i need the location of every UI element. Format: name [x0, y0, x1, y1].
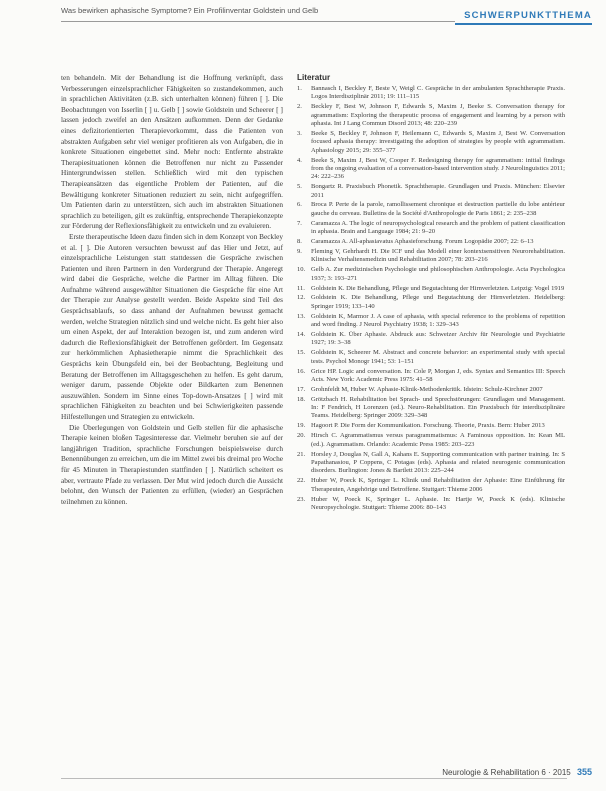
reference-item — [297, 248, 565, 265]
reference-item — [297, 386, 565, 394]
reference-text: Beeke S, Beckley F, Johnson F, Heilemann C, Edwards S, Maxim J, Best W. Conversation focused aphasia therapy: investigating the adoption of strategies by people with agrammatism. Aphasiology 2015; 29: 355–377 — [311, 129, 565, 154]
reference-item — [297, 477, 565, 494]
reference-item — [297, 349, 565, 366]
reference-text: Caramazza A. The logic of neuropsychological research and the problem of patient classification in aphasia. Brain and Language 1984; 21: 9–20 — [311, 219, 565, 236]
reference-number: 4. — [297, 156, 302, 164]
reference-text: Caramazza A. All-aphasiavatus Aphasieforschung. Forum Logopädie 2007; 22: 6–13 — [311, 238, 534, 245]
reference-item — [297, 238, 565, 246]
journal-name: Neurologie & Rehabilitation 6 · 2015 — [442, 768, 571, 777]
reference-text: Goldstein K, Marmor J. A case of aphasia, with special reference to the problems of repetition and word finding. J Neurol Psychiatry 1938; 1: 329–343 — [311, 312, 565, 329]
reference-text: Huber W, Poeck K, Springer L. Klinik und Rehabilitation der Aphasie: Eine Einführung für Therapeuten, Angehörige und Betroffene. Stuttgart: Thieme 2006 — [311, 477, 565, 493]
reference-item — [297, 331, 565, 348]
references-column — [297, 73, 565, 514]
reference-text: Huber W, Poeck K, Springer L. Aphasie. In: Hartje W, Poeck K (eds). Klinische Neuropsychologie. Stuttgart: Thieme 2006: 80–143 — [311, 495, 565, 511]
reference-item — [297, 130, 565, 155]
reference-text: Fleming V, Gehrhardt H. Die ICF und das Modell einer kontextsensitiven Neurorehabilitation. Klinische Verhaltensmedizin und Rehabilitation 2007; 78: 203–216 — [311, 247, 565, 264]
page-footer — [442, 767, 592, 777]
reference-item — [297, 396, 565, 421]
reference-text: Gelb A. Zur medizinischen Psychologie und philosophischen Anthropologie. Acta Psychologica 1937; 3: 193–271 — [311, 266, 565, 282]
reference-item — [297, 368, 565, 385]
body-paragraph: Die Überlegungen von Goldstein und Gelb stellen für die aphasische Therapie keinen bloßen Tagesinteresse dar. Vielmehr beruhen sie auf der langjährigen Tradition, sprachliche Forschungen beispielsweise durch Benennübungen zu erreichen, um die im Mittel zwei bis dreimal pro Woche für 45 Minuten in Therapiestunden stattfinden [ ]. Natürlich scheitert es aber, vertraute Pfade zu verlassen. Der Mut wird jedoch durch die Aussicht belohnt, den Wunsch der Patienten zu erfüllen, (wieder) an Gesprächen teilnehmen zu können. — [61, 422, 283, 506]
reference-text: Grohnfeldt M, Huber W. Aphasie-Klinik-Methodenkritik. Idstein: Schulz-Kirchner 2007 — [311, 385, 543, 393]
reference-number: 1. — [297, 85, 302, 92]
body-paragraph: ten behandeln. Mit der Behandlung ist die Hoffnung verknüpft, dass Verbesserungen einzelsprachlicher Fähigkeiten so zustandekommen, auch in sprachlichen Aktivitäten (z.B. sich unterhalten können) führen [ ]. Die Beobachtungen von Isserlin [ ] u. Gelb [ ] sowie Goldstein und Scheerer [ ] lassen jedoch zweifel an den Ansätzen aufkommen. Denn der Gedanke eines defizitorientierten Therapievorkommt, dass die Patienten von abstrakten Aufgaben sehr viel weniger profitieren als von Aufgaben, die in konkrete Situationen eingebettet sind. Mehr noch: Entfernte abstrakte Therapiesituationen können die Betroffenen nur nicht zu Passender Hintergrundwissen stellen. Schließlich wird mit den typischen Therapieansätzen das eigentliche Problem der Patienten, auf die Bewältigung konkreter Situationen reduziert zu sein, nicht aufgegriffen. Um Patienten darin zu unterstützen, sich auch im abstrakten Situationen sprachlich zu beteiligen, gilt es zukünftig, entsprechende Therapiekonzepte zur Förderung der Reflexionsfähigkeit zu entwickeln und zu evaluieren. — [61, 73, 283, 231]
reference-number: 10. — [297, 266, 306, 274]
reference-number: 18. — [297, 395, 306, 403]
reference-text: Horsley J, Douglas N, Gall A, Kahans E. Supporting communication with partner training. In: S Papathanasiou, P Coppens, C Potagas (eds). Aphasia and related neurogenic communication disorders. Burlington: Jones & Bartlett 2013: 225–244 — [311, 450, 565, 475]
body-text-column — [61, 73, 283, 507]
reference-number: 15. — [297, 349, 306, 357]
running-head: Was bewirken aphasische Symptome? Ein Profilinventar Goldstein und Gelb — [61, 6, 319, 15]
body-paragraph: Erste therapeutische Ideen dazu finden sich in dem Konzept von Beckley et al. [ ]. Die Autoren versuchten bewusst auf das Hier und Jetzt, auf einzelsprachliche Leistungen statt stattdessen die Gespräche zwischen Patienten und ihren Partnern in den Vordergrund der Therapie. Angeregt wird dabei die Gespräche, welche die Partner im Alltag führen. Die Aufnahme während ausgewählter Situationen die Gespräche für eine Art der Therapie zur Analyse gestellt werden. Beide Aspekte sind Teil des Gesprächsablaufs, so dass anhand der Aufnahmen bewusst gemacht werden, welche Strategien nützlich sind und welche nicht. Es geht hier also um einen Aspekt, der auf Interaktion bezogen ist, und zum anderen wird dadurch die Reflexionsfähigkeit der Betroffenen gefördert. Im Gegensatz zur herkömmlichen Aphasietherapie nimmt die Sprachlichkeit des Gesprächs kein Übungsfeld ein, bei der Beobachtung, Begleitung und Beratung der Betroffenen im Alltagsgeschehen zu helfen. Es geht darum, weniger darum, passende Objekte oder Bildkarten zum Benennen auszuwählen. Sondern im Sinne eines Top-down-Ansatzes [ ] wird mit sprachlichen Fähigkeiten zu beachten und bei Schwierigkeiten passende Hilfestellungen und Strategien zu entwickeln. — [61, 231, 283, 421]
reference-text: Hagoort P. Die Form der Kommunikation. Forschung. Theorie, Praxis. Bern: Huber 2013 — [311, 422, 545, 430]
reference-text: Bannasch I, Beckley F, Beste V, Weigl C. Gespräche in der ambulanten Sprachtherapie Praxis. Logos Interdisziplinär 2011; 19: 111–115 — [311, 85, 565, 101]
reference-text: Bongartz R. Praxisbuch Phonetik. Sprachtherapie. Grundlagen und Praxis. München: Elsevier 2011 — [311, 183, 565, 199]
header-rule — [61, 21, 455, 22]
reference-text: Goldstein K. Die Behandlung, Pflege und Begutachtung der Hirnverletzten. Heidelberg: Springer 1919; 133–140 — [311, 294, 565, 310]
reference-number: 13. — [297, 312, 306, 320]
footer-rule — [61, 778, 567, 779]
reference-number: 14. — [297, 331, 306, 338]
reference-number: 6. — [297, 201, 302, 209]
reference-item — [297, 183, 565, 200]
reference-number: 7. — [297, 219, 302, 227]
page-number: 355 — [576, 767, 592, 777]
reference-text: Grötzbach H. Rehabilitation bei Sprach- und Sprechstörungen: Grundlagen und Management. In: F Fendrich, H Lorenzen (ed.). Neuro-Rehabilitation. Ein Praxisbuch für interdisziplinäre Teams. Heidelberg: Springer 2009: 329–348 — [311, 395, 565, 420]
reference-item — [297, 201, 565, 218]
reference-text: Goldstein K. Die Behandlung, Pflege und Begutachtung der Hirnverletzten. Leipzig: Vogel 1919 — [311, 284, 565, 292]
reference-number: 16. — [297, 367, 306, 375]
reference-item — [297, 313, 565, 330]
reference-item — [297, 496, 565, 513]
reference-number: 21. — [297, 450, 306, 458]
reference-number: 19. — [297, 422, 306, 430]
reference-number: 3. — [297, 129, 302, 137]
references-heading: Literatur — [297, 73, 331, 82]
reference-text: Beckley F, Best W, Johnson F, Edwards S, Maxim J, Beeke S. Conversation therapy for agrammatism: Exploring the therapeutic process of engagement and learning by a person with aphasia. Int J Lang Commun Disord 2013; 48: 220–239 — [311, 103, 565, 127]
reference-item — [297, 220, 565, 237]
reference-item — [297, 432, 565, 449]
reference-text: Beeke S, Maxim J, Best W, Cooper F. Redesigning therapy for agrammatism: initial findings from the ongoing evaluation of a conversation-based intervention study. J Neurolinguistics 2011; 24: 222–236 — [311, 156, 565, 181]
section-tag: SCHWERPUNKTTHEMA — [464, 10, 592, 21]
reference-text: Hirsch C. Agrammatismus versus paragrammatismus: A Faminous opposition. In: Kean ML (ed.). Agrammatism. Orlando: Academic Press 1985: 203–223 — [311, 432, 565, 448]
reference-number: 23. — [297, 495, 306, 503]
reference-text: Goldstein K, Scheerer M. Abstract and concrete behavior: an experimental study with special tests. Psychol Monogr 1941; 53: 1–151 — [311, 349, 565, 365]
reference-number: 11. — [297, 284, 305, 292]
reference-item — [297, 103, 565, 128]
section-tag-bar — [455, 23, 592, 25]
reference-number: 22. — [297, 477, 306, 485]
reference-number: 2. — [297, 103, 302, 111]
reference-number: 8. — [297, 238, 302, 245]
reference-number: 9. — [297, 247, 302, 255]
reference-number: 12. — [297, 294, 306, 302]
reference-item — [297, 285, 565, 293]
reference-item — [297, 157, 565, 182]
reference-text: Broca P. Perte de la parole, ramollissement chronique et destruction partielle du lobe antérieur gauche du cerveau. Bulletins de la Société d'Anthropologie de Paris 1861; 2: 235–238 — [311, 201, 565, 217]
reference-list — [297, 85, 565, 512]
reference-text: Goldstein K. Über Aphasie. Abdruck aus: Schweizer Archiv für Neurologie und Psychiatrie 1927; 19: 3–38 — [311, 331, 565, 347]
reference-item — [297, 451, 565, 476]
reference-text: Grice HP. Logic and conversation. In: Cole P, Morgan J, eds. Syntax and Semantics III: Speech Acts. New York: Academic Press 1975: 41–58 — [311, 367, 565, 383]
reference-number: 17. — [297, 385, 306, 393]
reference-number: 20. — [297, 432, 306, 440]
reference-number: 5. — [297, 183, 302, 191]
reference-item — [297, 422, 565, 430]
reference-item — [297, 85, 565, 102]
reference-item — [297, 266, 565, 283]
reference-item — [297, 294, 565, 311]
